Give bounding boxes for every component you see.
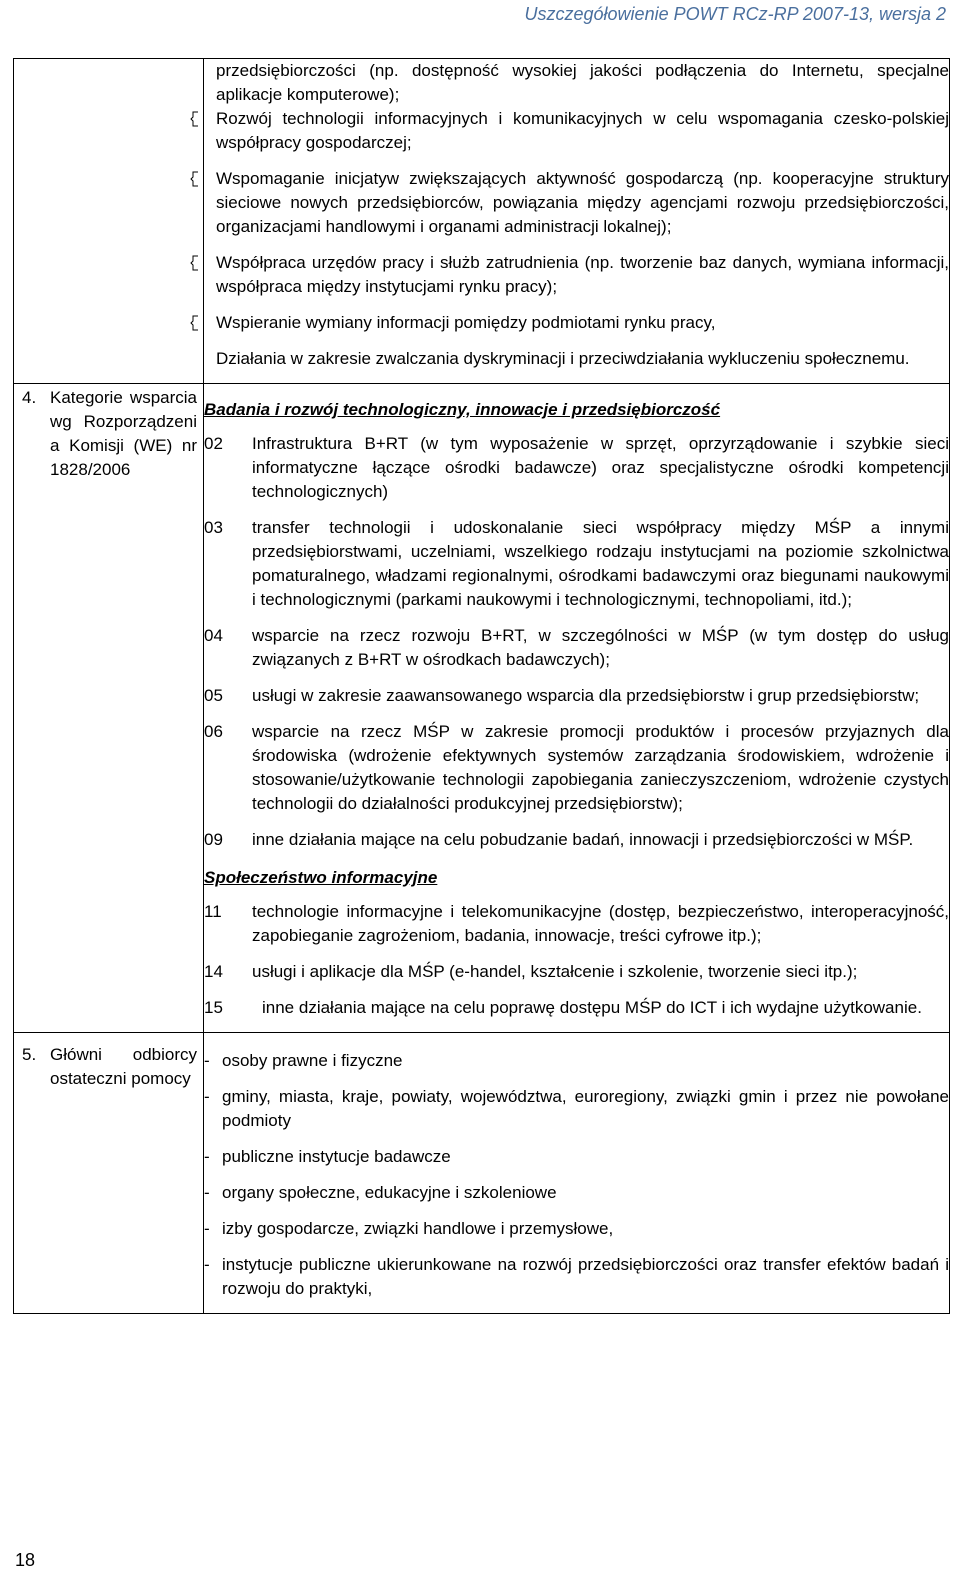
list-item — [204, 516, 949, 612]
bullet-icon — [190, 167, 200, 191]
category-code: 03 — [204, 518, 223, 537]
info-society-codes-list — [204, 900, 949, 1020]
right-cell-recipients — [204, 1033, 950, 1314]
continuation-text: przedsiębiorczości (np. dostępność wysokiej jakości podłączenia do Internetu, specjalne aplikacje komputerowe); — [216, 61, 949, 104]
left-cell-recipients — [14, 1033, 204, 1314]
recipient-text: osoby prawne i fizyczne — [222, 1051, 403, 1070]
list-item — [204, 828, 949, 852]
category-text: transfer technologii i udoskonalanie sieci współpracy między MŚP a innymi przedsiębiorstwami, uczelniami, wszelkiego rodzaju instytucjami na poziomie szkolnictwa pomaturalnego, władzami regionalnymi, ośrodkami badawczymi oraz biegunami naukowymi i technologicznymi (parkami naukowymi i technologicznymi, technopoliami, itd.); — [252, 518, 949, 609]
list-item — [204, 1049, 949, 1073]
bullet-icon — [190, 107, 200, 131]
dash-marker: - — [204, 1087, 210, 1106]
list-item: Działania w zakresie zwalczania dyskryminacji i przeciwdziałania wykluczeniu społecznemu. — [216, 349, 910, 368]
list-item — [204, 960, 949, 984]
list-item — [204, 900, 949, 948]
category-text: technologie informacyjne i telekomunikacyjne (dostęp, bezpieczeństwo, interoperacyjność, zapobieganie zagrożeniom, badania, innowacje, treści cyfrowe itp.); — [252, 902, 949, 945]
row-number: 4. — [22, 388, 37, 407]
category-text: inne działania mające na celu pobudzanie badań, innowacji i przedsiębiorczości w MŚP. — [252, 830, 914, 849]
row-number: 5. — [22, 1045, 37, 1064]
row-label: Kategorie wsparcia wg Rozporządzeni a Komisji (WE) nr 1828/2006 — [50, 388, 197, 479]
right-cell-measures — [204, 59, 950, 384]
category-text: wsparcie na rzecz MŚP w zakresie promocji produktów i procesów przyjaznych dla środowiska (wdrożenie efektywnych systemów zarządzania środowiskiem, wdrożenie i stosowanie/użytkowanie technologii zapobiegania zanieczyszczeniom, wdrożenie czystych technologii do działalności produkcyjnej przedsiębiorstw); — [252, 722, 949, 813]
dash-marker: - — [204, 1255, 210, 1274]
list-item: Wspomaganie inicjatyw zwiększających aktywność gospodarczą (np. kooperacyjne struktury sieciowe nowych przedsiębiorców, powiązania między agencjami rozwoju przedsiębiorczości, organizacjami handlowymi i organami administracji lokalnej); — [204, 167, 949, 239]
left-cell-categories — [14, 384, 204, 1033]
bullet-icon — [190, 251, 200, 275]
recipients-list — [204, 1049, 949, 1301]
bullet-icon — [190, 311, 200, 335]
recipient-text: organy społeczne, edukacyjne i szkoleniowe — [222, 1183, 557, 1202]
dash-marker: - — [204, 1183, 210, 1202]
category-code: 06 — [204, 722, 223, 741]
dash-marker: - — [204, 1219, 210, 1238]
recipient-text: gminy, miasta, kraje, powiaty, województwa, euroregiony, związki gmin i przez nie powołane podmioty — [222, 1087, 949, 1130]
category-code: 09 — [204, 830, 223, 849]
category-text: inne działania mające na celu poprawę dostępu MŚP do ICT i ich wydajne użytkowanie. — [262, 998, 922, 1017]
left-cell-empty — [14, 59, 204, 384]
category-code: 05 — [204, 686, 223, 705]
section-title-rd: Badania i rozwój technologiczny, innowacje i przedsiębiorczość — [204, 400, 721, 419]
recipient-text: publiczne instytucje badawcze — [222, 1147, 451, 1166]
list-item: Rozwój technologii informacyjnych i komunikacyjnych w celu wspomagania czesko-polskiej współpracy gospodarczej; — [204, 107, 949, 155]
list-item: Wspieranie wymiany informacji pomiędzy podmiotami rynku pracy, — [204, 311, 949, 335]
list-item — [204, 1217, 949, 1241]
list-item — [204, 1145, 949, 1169]
row-label: Główni odbiorcy ostateczni pomocy — [50, 1045, 197, 1088]
category-code: 15 — [204, 998, 223, 1017]
list-item — [204, 684, 949, 708]
dash-marker: - — [204, 1051, 210, 1070]
recipient-text: izby gospodarcze, związki handlowe i przemysłowe, — [222, 1219, 614, 1238]
section-title-info-society: Społeczeństwo informacyjne — [204, 868, 438, 887]
list-item — [204, 1253, 949, 1301]
category-text: wsparcie na rzecz rozwoju B+RT, w szczególności w MŚP (w tym dostęp do usług związanych z B+RT w ośrodkach badawczych); — [252, 626, 949, 669]
category-text: usługi i aplikacje dla MŚP (e-handel, kształcenie i szkolenie, tworzenie sieci itp.); — [252, 962, 858, 981]
category-code: 04 — [204, 626, 223, 645]
document-header: Uszczegółowienie POWT RCz-RP 2007-13, wersja 2 — [524, 4, 946, 24]
page-number: 18 — [15, 1550, 36, 1570]
category-text: Infrastruktura B+RT (w tym wyposażenie w sprzęt, oprzyrządowanie i szybkie sieci informatyczne łączące ośrodki badawcze) oraz specjalistyczne ośrodki kompetencji technologicznych) — [252, 434, 949, 501]
list-item — [204, 720, 949, 816]
list-item: Współpraca urzędów pracy i służb zatrudnienia (np. tworzenie baz danych, wymiana informacji, współpraca między instytucjami rynku pracy); — [204, 251, 949, 299]
dash-marker: - — [204, 1147, 210, 1166]
list-item — [204, 996, 949, 1020]
table-row-categories — [14, 384, 950, 1033]
list-item — [204, 1181, 949, 1205]
table-row-recipients — [14, 1033, 950, 1314]
category-code: 02 — [204, 434, 223, 453]
content-table — [13, 58, 950, 1314]
category-text: usługi w zakresie zaawansowanego wsparcia dla przedsiębiorstw i grup przedsiębiorstw; — [252, 686, 920, 705]
recipient-text: instytucje publiczne ukierunkowane na rozwój przedsiębiorczości oraz transfer efektów badań i rozwoju do praktyki, — [222, 1255, 949, 1298]
list-item — [204, 432, 949, 504]
list-item — [204, 1085, 949, 1133]
right-cell-categories — [204, 384, 950, 1033]
category-code: 14 — [204, 962, 223, 981]
list-item — [204, 624, 949, 672]
rd-codes-list — [204, 432, 949, 852]
measures-list — [204, 107, 949, 371]
table-row-continuation — [14, 59, 950, 384]
category-code: 11 — [204, 902, 222, 921]
